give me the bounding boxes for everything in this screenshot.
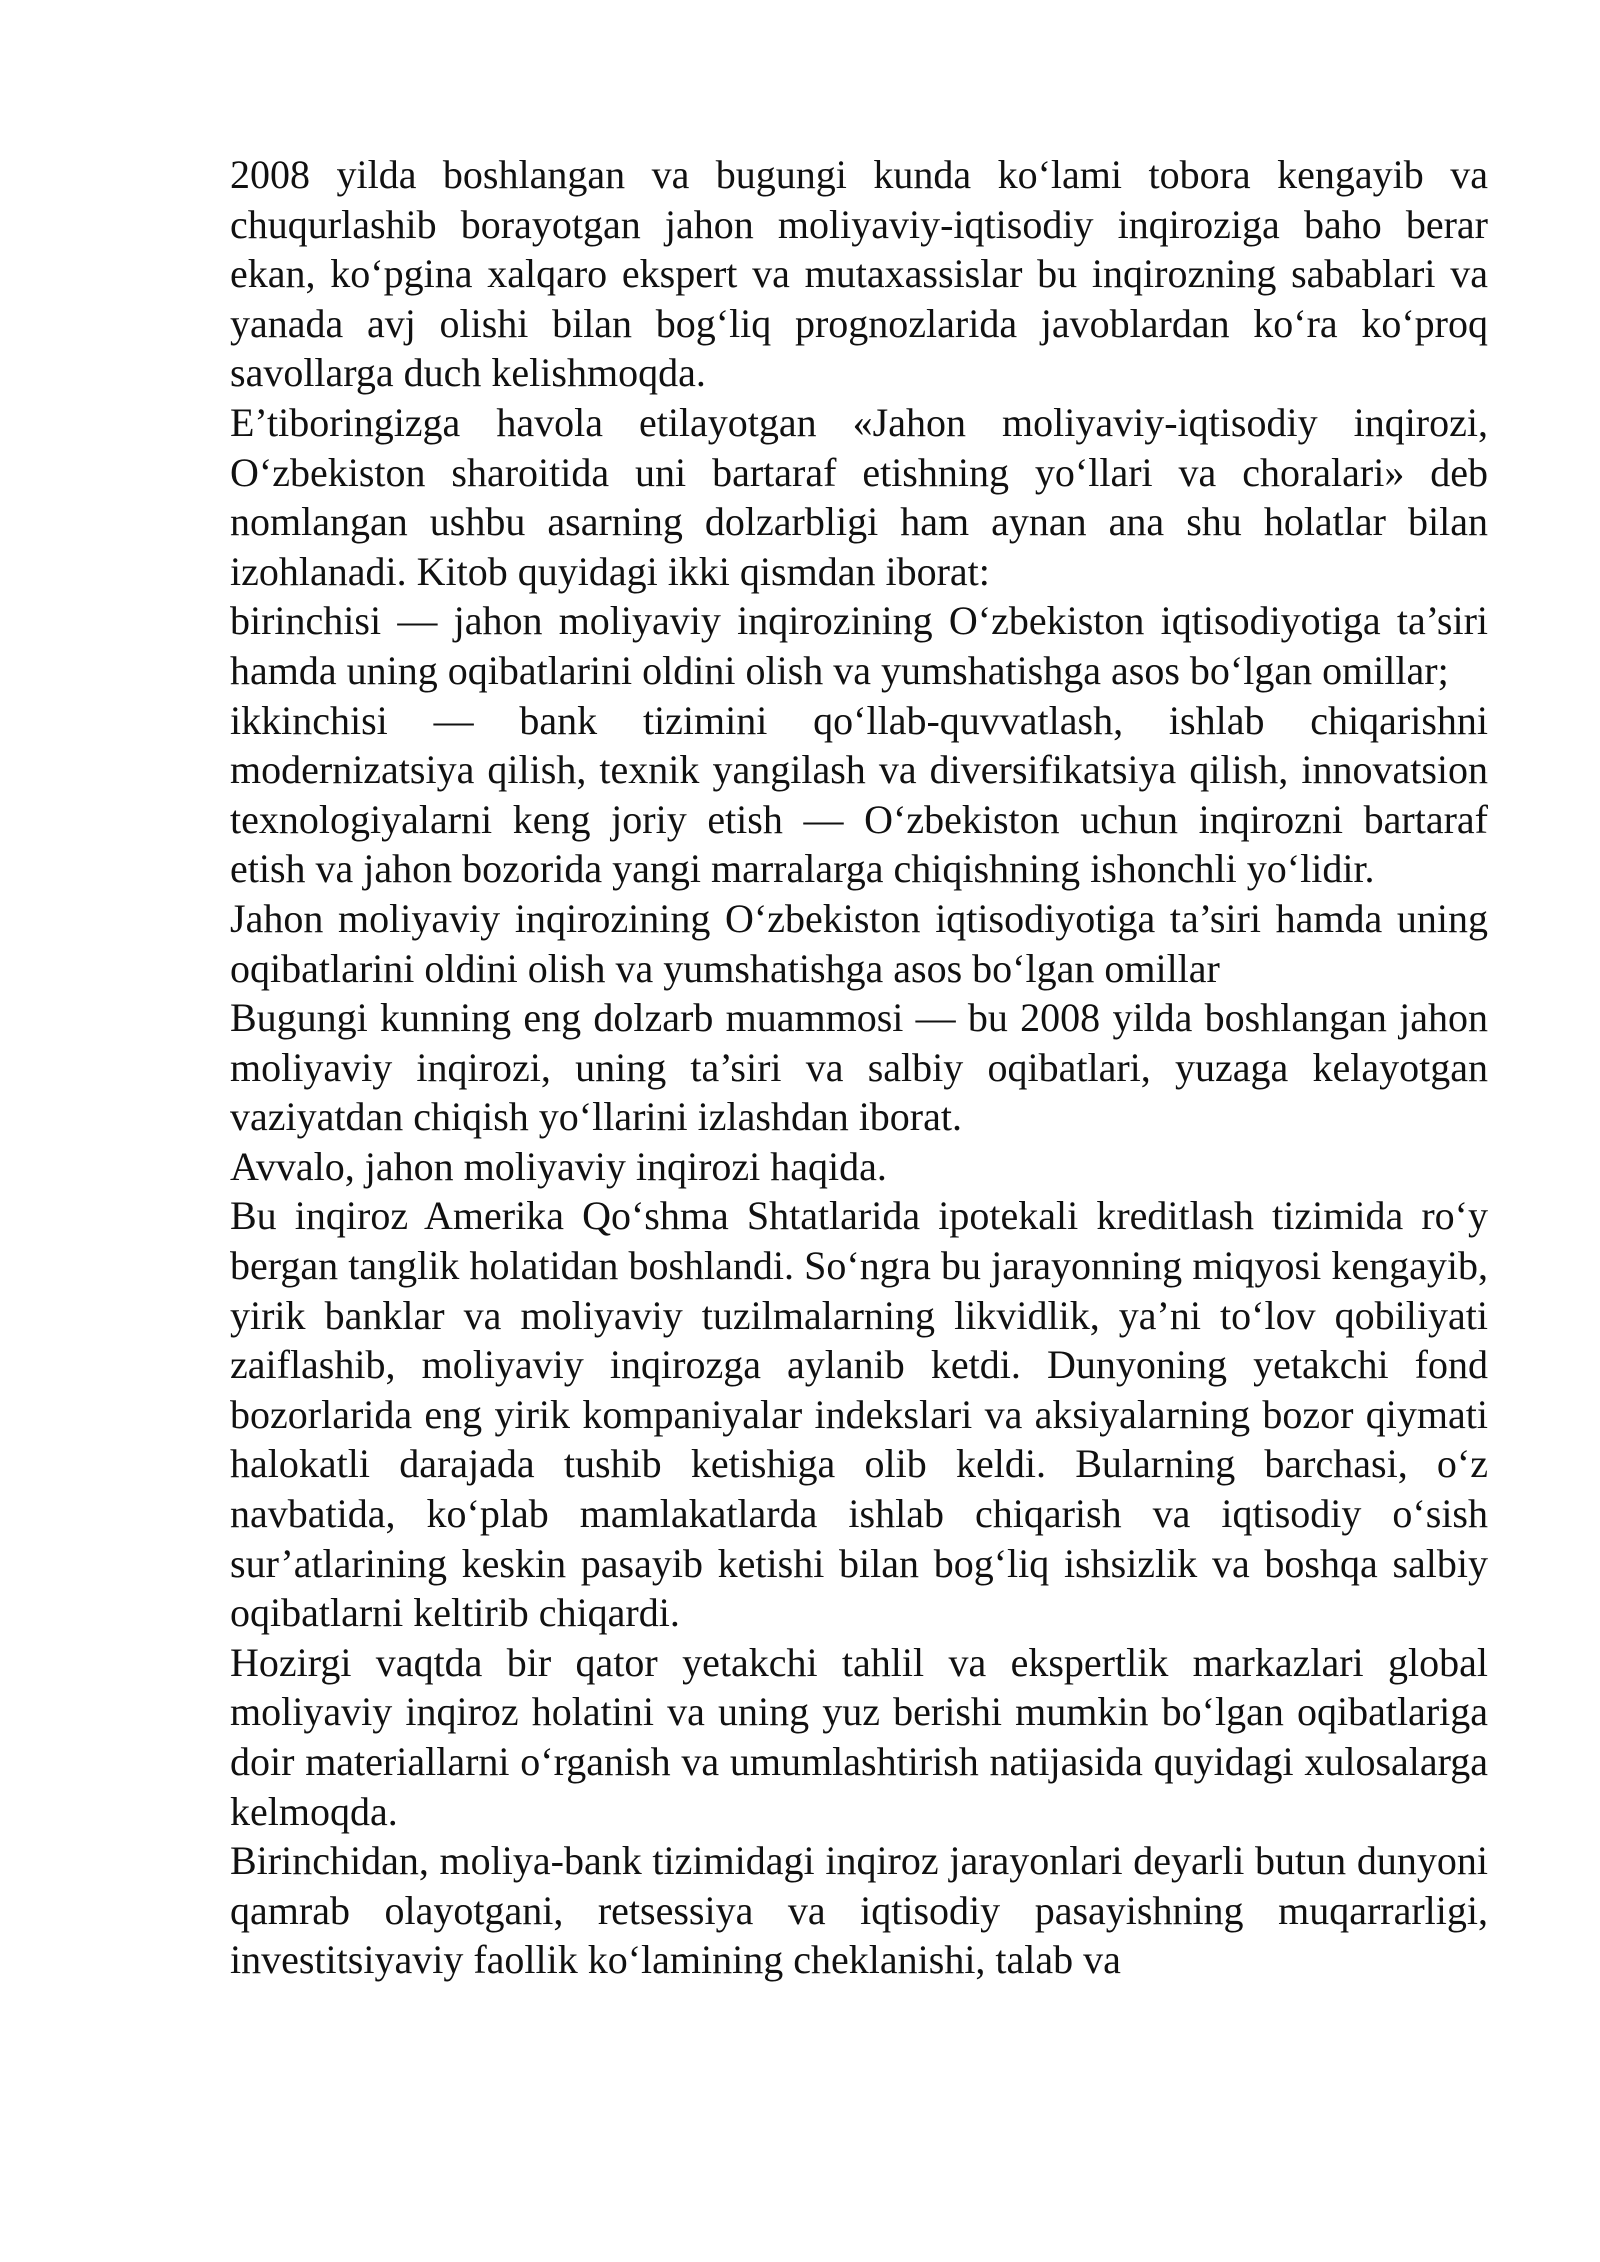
paragraph-main-problem: Bugungi kunning eng dolzarb muammosi — bu 2008 yilda boshlangan jahon moliyaviy inqirozi, uning ta’siri va salbiy oqibatlari, yuzaga kelayotgan vaziyatdan chiqish yo‘llarini izlashdan iborat.	[230, 995, 1488, 1140]
paragraph-part-one: birinchisi — jahon moliyaviy inqirozining O‘zbekiston iqtisodiyotiga ta’siri hamda uning oqibatlarini oldini olish va yumshatishga asos bo‘lgan omillar;	[230, 598, 1488, 693]
document-body	[230, 150, 1488, 1985]
paragraph-expert-conclusions: Hozirgi vaqtda bir qator yetakchi tahlil va ekspertlik markazlari global moliyaviy inqiroz holatini va uning yuz berishi mumkin bo‘lgan oqibatlariga doir materiallarni o‘rganish va umumlashtirish natijasida quyidagi xulosalarga kelmoqda.	[230, 1639, 1488, 1834]
paragraph-part-two: ikkinchisi — bank tizimini qo‘llab-quvvatlash, ishlab chiqarishni modernizatsiya qilish, texnik yangilash va diversifikatsiya qilish, innovatsion texnologiyalarni keng joriy etish — O‘zbekiston uchun inqirozni bartaraf etish va jahon bozorida yangi marralarga chiqishning ishonchli yo‘lidir.	[230, 697, 1488, 892]
paragraph-crisis-origin: Bu inqiroz Amerika Qo‘shma Shtatlarida ipotekali kreditlash tizimida ro‘y bergan tanglik holatidan boshlandi. So‘ngra bu jarayonning miqyosi kengayib, yirik banklar va moliyaviy tuzilmalarning likvidlik, ya’ni to‘lov qobiliyati zaiflashib, moliyaviy inqirozga aylanib ketdi. Dunyoning yetakchi fond bozorlarida eng yirik kompaniyalar indekslari va aksiyalarning bozor qiymati halokatli darajada tushib ketishiga olib keldi. Bularning barchasi, o‘z navbatida, ko‘plab mamlakatlarda ishlab chiqarish va iqtisodiy o‘sish sur’atlarining keskin pasayib ketishi bilan bog‘liq ishsizlik va boshqa salbiy oqibatlarni keltirib chiqardi.	[230, 1193, 1488, 1636]
section-heading: Jahon moliyaviy inqirozining O‘zbekiston iqtisodiyotiga ta’siri hamda uning oqibatlarini oldini olish va yumshatishga asos bo‘lgan omillar	[230, 895, 1488, 991]
paragraph-book-description: E’tiboringizga havola etilayotgan «Jahon moliyaviy-iqtisodiy inqirozi, O‘zbekiston sharoitida uni bartaraf etishning yo‘llari va choralari» deb nomlangan ushbu asarning dolzarbligi ham aynan ana shu holatlar bilan izohlanadi. Kitob quyidagi ikki qismdan iborat:	[230, 399, 1488, 594]
paragraph-intro: 2008 yilda boshlangan va bugungi kunda ko‘lami tobora kengayib va chuqurlashib borayotgan jahon moliyaviy-iqtisodiy inqiroziga baho berar ekan, ko‘pgina xalqaro ekspert va mutaxassislar bu inqirozning sabablari va yanada avj olishi bilan bog‘liq prognozlarida javoblardan ko‘ra ko‘proq savollarga duch kelishmoqda.	[230, 152, 1488, 396]
paragraph-first-about: Avvalo, jahon moliyaviy inqirozi haqida.	[230, 1143, 887, 1189]
paragraph-firstly: Birinchidan, moliya-bank tizimidagi inqiroz jarayonlari deyarli butun dunyoni qamrab olayotgani, retsessiya va iqtisodiy pasayishning muqarrarligi, investitsiyaviy faollik ko‘lamining cheklanishi, talab va	[230, 1838, 1488, 1983]
